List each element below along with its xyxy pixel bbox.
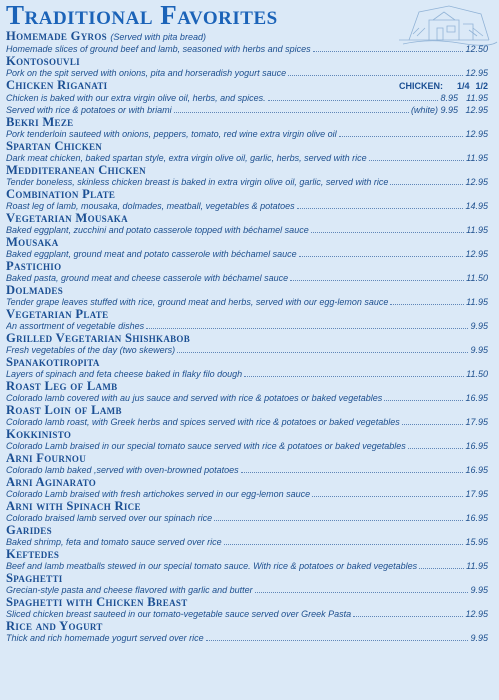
menu-item-description: Colorado Lamb braised with fresh artichokes served in our egg-lemon sauce <box>6 489 311 499</box>
menu-item-description-row <box>6 560 488 572</box>
menu-item-description: Colorado lamb covered with au jus sauce and served with rice & potatoes or baked vegetables <box>6 393 383 403</box>
menu-item-name: Pastichio <box>6 259 62 273</box>
menu-item-name: Spaghetti <box>6 571 63 585</box>
menu-item-description: Sliced chicken breast sauteed in our tomato-vegetable sauce served over Greek Pasta <box>6 609 352 619</box>
dot-leader <box>299 248 464 257</box>
menu-item <box>6 284 488 308</box>
menu-item <box>6 260 488 284</box>
menu-item <box>6 548 488 572</box>
menu-item-description-row <box>6 632 488 644</box>
menu-item-description-row <box>6 272 488 284</box>
menu-item-name: Spaghetti with Chicken Breast <box>6 595 188 609</box>
menu-item-name: Garides <box>6 523 52 537</box>
menu-item-description: Colorado braised lamb served over our spinach rice <box>6 513 213 523</box>
menu-item-name-row <box>6 212 488 224</box>
menu-item-description: Tender grape leaves stuffed with rice, ground meat and herbs, served with our egg-lemon sauce <box>6 297 389 307</box>
menu-item-name: Bekri Meze <box>6 115 74 129</box>
menu-item <box>6 572 488 596</box>
page-title: Traditional Favorites <box>6 0 278 30</box>
menu-item-description: Pork on the spit served with onions, pita and horseradish yogurt sauce <box>6 68 287 78</box>
menu-item <box>6 428 488 452</box>
menu-item-prices <box>440 93 488 104</box>
menu-list <box>6 30 488 644</box>
menu-item-name: Spartan Chicken <box>6 139 103 153</box>
menu-item-name: Roast Leg of Lamb <box>6 379 118 393</box>
dot-leader <box>241 464 464 473</box>
dot-leader <box>297 200 464 209</box>
menu-item <box>6 164 488 188</box>
quarter-price: 8.95 <box>440 93 458 103</box>
menu-item-name-row <box>6 596 488 608</box>
menu-item-description-row <box>6 536 488 548</box>
menu-item-name-row <box>6 572 488 584</box>
quarter-column: 1/4 <box>456 81 470 91</box>
dot-leader <box>312 488 463 497</box>
menu-item <box>6 188 488 212</box>
menu-item-name-row <box>6 260 488 272</box>
menu-item-description: Tender boneless, skinless chicken breast is baked in extra virgin olive oil, garlic, served with rice <box>6 177 389 187</box>
menu-item-description: Roast leg of lamb, mousaka, dolmades, meatball, vegetables & potatoes <box>6 201 295 211</box>
dot-leader <box>390 176 463 185</box>
menu-item-name-row <box>6 55 488 67</box>
half-price: 11.95 <box>466 93 488 103</box>
menu-item-name-row <box>6 284 488 296</box>
menu-item-name: Vegetarian Plate <box>6 307 109 321</box>
menu-item-name: Arni Fournou <box>6 451 87 465</box>
size-label: CHICKEN: <box>398 81 443 91</box>
menu-item-price: 11.50 <box>466 369 488 379</box>
menu-item-price: 11.95 <box>466 297 488 307</box>
menu-item-price: 16.95 <box>465 441 488 451</box>
menu-item <box>6 356 488 380</box>
size-columns-header <box>399 80 488 92</box>
menu-item-description: An assortment of vegetable dishes <box>6 321 145 331</box>
menu-item-name: Grilled Vegetarian Shishkabob <box>6 331 191 345</box>
menu-item-description: Baked eggplant, zucchini and potato casserole topped with béchamel sauce <box>6 225 309 235</box>
menu-item-price: 14.95 <box>465 201 488 211</box>
menu-item-price: 11.95 <box>466 153 488 163</box>
menu-item-price: 11.95 <box>466 561 488 571</box>
menu-item-description: Baked shrimp, feta and tomato sauce served over rice <box>6 537 222 547</box>
menu-item <box>6 596 488 620</box>
menu-item <box>6 212 488 236</box>
menu-item <box>6 500 488 524</box>
menu-item <box>6 332 488 356</box>
dot-leader <box>255 584 469 593</box>
menu-item-name: Roast Loin of Lamb <box>6 403 122 417</box>
menu-item-name-row <box>6 524 488 536</box>
dot-leader <box>174 104 409 113</box>
dot-leader <box>384 392 463 401</box>
menu-item-description: Baked pasta, ground meat and cheese casserole with béchamel sauce <box>6 273 289 283</box>
menu-item <box>6 380 488 404</box>
menu-item <box>6 404 488 428</box>
menu-item-name-row <box>6 188 488 200</box>
menu-item-description: Served with rice & potatoes or with briami <box>6 105 172 115</box>
quarter-price: 9.95 <box>440 105 458 115</box>
dot-leader <box>353 608 463 617</box>
menu-item-description: Thick and rich homemade yogurt served over rice <box>6 633 204 643</box>
menu-item <box>6 236 488 260</box>
menu-item-description: Colorado Lamb braised in our special tomato sauce served with rice & potatoes or baked vegetables <box>6 441 406 451</box>
menu-item-name-row <box>6 332 488 344</box>
menu-item-description: Chicken is baked with our extra virgin olive oil, herbs, and spices. <box>6 93 266 103</box>
menu-item-name: Dolmades <box>6 283 64 297</box>
menu-item-name-row <box>6 116 488 128</box>
menu-item-description: Pork tenderloin sauteed with onions, peppers, tomato, red wine extra virgin olive oil <box>6 129 337 139</box>
dot-leader <box>290 272 464 281</box>
dot-leader <box>339 128 464 137</box>
menu-item-name-row <box>6 476 488 488</box>
menu-item-description: Dark meat chicken, baked spartan style, extra virgin olive oil, garlic, herbs, served with rice <box>6 153 367 163</box>
menu-item <box>6 452 488 476</box>
menu-item-name-row <box>6 620 488 632</box>
dot-leader <box>311 224 464 233</box>
menu-item-price: 12.95 <box>465 609 488 619</box>
menu-item-price: 12.95 <box>465 129 488 139</box>
menu-item-description: Grecian-style pasta and cheese flavored with garlic and butter <box>6 585 253 595</box>
menu-item-name-row <box>6 500 488 512</box>
half-price: 12.95 <box>465 105 488 115</box>
menu-item-price: 9.95 <box>470 633 488 643</box>
menu-item-name: Homemade Gyros <box>6 29 107 43</box>
menu-item-price: 16.95 <box>465 513 488 523</box>
menu-item-description-row <box>6 92 488 104</box>
menu-item-name: Arni with Spinach Rice <box>6 499 141 513</box>
menu-item-price: 9.95 <box>470 585 488 595</box>
menu-item <box>6 476 488 500</box>
menu-item-description-row <box>6 416 488 428</box>
menu-item-name-row <box>6 79 488 92</box>
dot-leader <box>288 67 463 76</box>
menu-item-name-row <box>6 308 488 320</box>
menu-item-heading <box>6 29 206 43</box>
menu-item-description-row <box>6 104 488 116</box>
menu-item-price: 11.50 <box>466 273 488 283</box>
dot-leader <box>224 536 464 545</box>
dot-leader <box>408 440 464 449</box>
dot-leader <box>390 296 464 305</box>
menu-item-description: Beef and lamb meatballs stewed in our special tomato sauce. With rice & potatoes or baked vegetables <box>6 561 418 571</box>
menu-item <box>6 116 488 140</box>
menu-item-name-row <box>6 236 488 248</box>
menu-item-name: Kontosouvli <box>6 54 80 68</box>
dot-leader <box>146 320 468 329</box>
menu-item-price: 9.95 <box>470 345 488 355</box>
menu-item-name: Keftedes <box>6 547 60 561</box>
menu-item <box>6 308 488 332</box>
menu-item-name: Vegetarian Mousaka <box>6 211 128 225</box>
menu-item-name-row <box>6 452 488 464</box>
menu-item-name-row <box>6 356 488 368</box>
menu-item-name: Combination Plate <box>6 187 116 201</box>
menu-item-price: 12.50 <box>465 44 488 54</box>
dot-leader <box>214 512 463 521</box>
menu-item-price: 12.95 <box>465 68 488 78</box>
menu-item-description-row <box>6 248 488 260</box>
dot-leader <box>206 632 469 641</box>
menu-item-note: (Served with pita bread) <box>110 32 206 42</box>
menu-item-price: 9.95 <box>470 321 488 331</box>
menu-item-name-row <box>6 380 488 392</box>
menu-item <box>6 620 488 644</box>
half-column: 1/2 <box>475 81 488 91</box>
menu-item-name-row <box>6 548 488 560</box>
menu-item-price: 12.95 <box>465 177 488 187</box>
dot-leader <box>313 43 464 52</box>
price-note: (white) <box>410 105 438 115</box>
menu-item-price: 11.95 <box>466 225 488 235</box>
dot-leader <box>402 416 464 425</box>
menu-item-price: 16.95 <box>465 393 488 403</box>
menu-item-description: Homemade slices of ground beef and lamb, seasoned with herbs and spices <box>6 44 311 54</box>
menu-item-price: 17.95 <box>465 489 488 499</box>
menu-item <box>6 55 488 79</box>
menu-item <box>6 79 488 116</box>
menu-item <box>6 30 488 55</box>
menu-item-description: Colorado lamb baked ,served with oven-browned potatoes <box>6 465 239 475</box>
menu-item-name-row <box>6 428 488 440</box>
menu-item <box>6 140 488 164</box>
dot-leader <box>419 560 464 569</box>
menu-item <box>6 524 488 548</box>
menu-item-description-row <box>6 224 488 236</box>
menu-item-price: 17.95 <box>465 417 488 427</box>
menu-item-description: Fresh vegetables of the day (two skewers) <box>6 345 176 355</box>
menu-item-description: Colorado lamb roast, with Greek herbs and spices served with rice & potatoes or baked vegetables <box>6 417 400 427</box>
dot-leader <box>177 344 468 353</box>
menu-item-description-row <box>6 512 488 524</box>
menu-item-name: Medditeranean Chicken <box>6 163 146 177</box>
menu-item-name-row <box>6 30 488 43</box>
menu-item-name: Chicken Riganati <box>6 78 108 92</box>
menu-item-name: Arni Aginarato <box>6 475 97 489</box>
menu-item-name: Rice and Yogurt <box>6 619 103 633</box>
dot-leader <box>369 152 464 161</box>
menu-item-description: Baked eggplant, ground meat and potato casserole with béchamel sauce <box>6 249 297 259</box>
menu-item-name: Mousaka <box>6 235 59 249</box>
menu-item-price: 16.95 <box>465 465 488 475</box>
menu-item-prices <box>411 105 488 116</box>
menu-item-name: Spanakotiropita <box>6 355 100 369</box>
menu-item-name-row <box>6 140 488 152</box>
menu-item-price: 12.95 <box>465 249 488 259</box>
menu-item-name-row <box>6 164 488 176</box>
menu-item-description: Layers of spinach and feta cheese baked in flaky filo dough <box>6 369 243 379</box>
menu-item-name-row <box>6 404 488 416</box>
menu-item-name: Kokkinisto <box>6 427 72 441</box>
menu-item-price: 15.95 <box>465 537 488 547</box>
dot-leader <box>268 92 439 101</box>
dot-leader <box>244 368 464 377</box>
